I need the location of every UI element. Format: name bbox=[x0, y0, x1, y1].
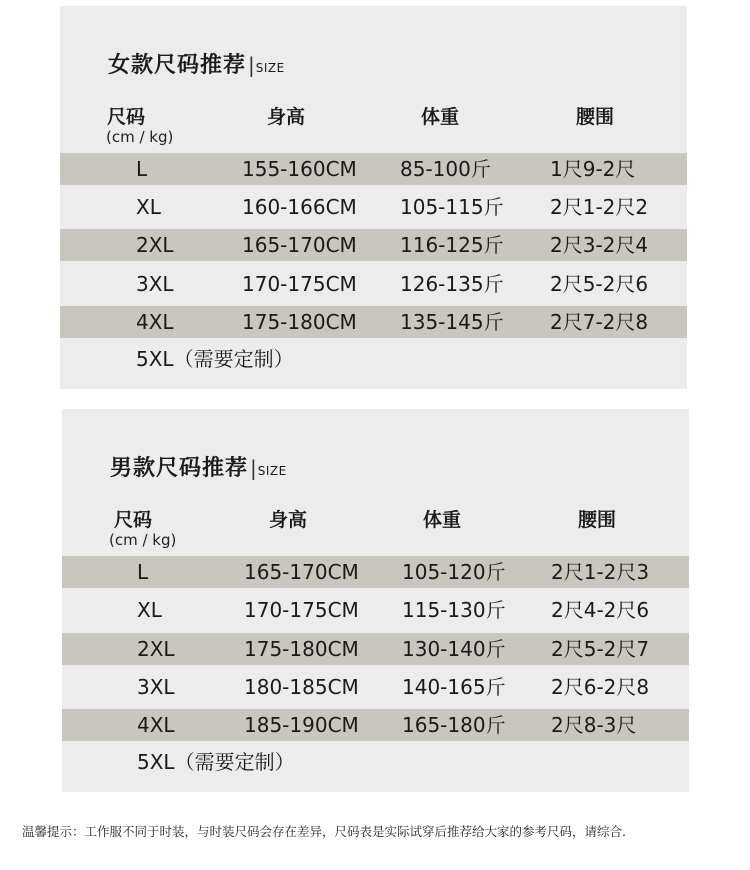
unit-label: (cm / kg) bbox=[106, 128, 174, 146]
waist-cell: 2尺3-2尺4 bbox=[550, 233, 649, 257]
size-cell: 4XL bbox=[137, 713, 175, 737]
header-weight: 体重 bbox=[423, 509, 462, 531]
size-cell: XL bbox=[137, 598, 162, 622]
size-cell: L bbox=[137, 560, 149, 584]
height-cell: 175-180CM bbox=[244, 637, 359, 661]
weight-cell: 140-165斤 bbox=[402, 675, 506, 699]
weight-cell: 126-135斤 bbox=[400, 272, 504, 296]
custom-size-note: 5XL（需要定制） bbox=[136, 347, 294, 371]
table-row bbox=[60, 191, 687, 223]
men-size-tag: SIZE bbox=[257, 464, 287, 478]
header-waist: 腰围 bbox=[576, 106, 615, 128]
waist-cell: 2尺5-2尺7 bbox=[551, 637, 650, 661]
table-row bbox=[60, 268, 687, 300]
weight-cell: 165-180斤 bbox=[402, 713, 506, 737]
waist-cell: 2尺5-2尺6 bbox=[550, 272, 649, 296]
weight-cell: 105-115斤 bbox=[400, 195, 504, 219]
table-row bbox=[62, 594, 689, 626]
waist-cell: 2尺6-2尺8 bbox=[551, 675, 650, 699]
waist-cell: 2尺7-2尺8 bbox=[550, 310, 649, 334]
header-waist: 腰围 bbox=[578, 509, 617, 531]
women-chart-title bbox=[108, 48, 285, 79]
title-separator: | bbox=[248, 53, 256, 77]
men-chart-title bbox=[110, 451, 287, 482]
waist-cell: 2尺1-2尺2 bbox=[550, 195, 649, 219]
size-cell: 3XL bbox=[136, 272, 174, 296]
waist-cell: 2尺4-2尺6 bbox=[551, 598, 650, 622]
weight-cell: 105-120斤 bbox=[402, 560, 506, 584]
height-cell: 185-190CM bbox=[244, 713, 359, 737]
height-cell: 155-160CM bbox=[242, 157, 357, 181]
height-cell: 165-170CM bbox=[244, 560, 359, 584]
weight-cell: 135-145斤 bbox=[400, 310, 504, 334]
table-row bbox=[62, 556, 689, 588]
size-cell: 3XL bbox=[137, 675, 175, 699]
height-cell: 160-166CM bbox=[242, 195, 357, 219]
table-row bbox=[60, 229, 687, 261]
custom-size-row bbox=[62, 746, 689, 778]
size-cell: 2XL bbox=[137, 637, 175, 661]
size-cell: L bbox=[136, 157, 148, 181]
table-row bbox=[62, 633, 689, 665]
custom-size-note: 5XL（需要定制） bbox=[137, 750, 295, 774]
table-row bbox=[60, 153, 687, 185]
header-height: 身高 bbox=[269, 509, 308, 531]
height-cell: 170-175CM bbox=[242, 272, 357, 296]
women-size-tag: SIZE bbox=[255, 61, 285, 75]
height-cell: 175-180CM bbox=[242, 310, 357, 334]
weight-cell: 116-125斤 bbox=[400, 233, 504, 257]
men-title-text: 男款尺码推荐 bbox=[110, 456, 249, 481]
waist-cell: 2尺8-3尺 bbox=[551, 713, 637, 737]
footer-note: 温馨提示：工作服不同于时装，与时装尺码会存在差异，尺码表是实际试穿后推荐给大家的参考尺码，请综合. bbox=[22, 824, 626, 839]
weight-cell: 115-130斤 bbox=[402, 598, 506, 622]
height-cell: 170-175CM bbox=[244, 598, 359, 622]
header-size: 尺码 bbox=[107, 106, 146, 128]
custom-size-row bbox=[60, 343, 687, 375]
title-separator: | bbox=[250, 456, 258, 480]
header-weight: 体重 bbox=[421, 106, 460, 128]
size-cell: 2XL bbox=[136, 233, 174, 257]
height-cell: 165-170CM bbox=[242, 233, 357, 257]
header-height: 身高 bbox=[267, 106, 306, 128]
weight-cell: 85-100斤 bbox=[400, 157, 491, 181]
weight-cell: 130-140斤 bbox=[402, 637, 506, 661]
men-size-chart bbox=[62, 409, 689, 792]
women-size-chart bbox=[60, 6, 687, 389]
table-row bbox=[60, 306, 687, 338]
table-row bbox=[62, 671, 689, 703]
header-size: 尺码 bbox=[114, 509, 153, 531]
size-cell: XL bbox=[136, 195, 161, 219]
table-row bbox=[62, 709, 689, 741]
waist-cell: 1尺9-2尺 bbox=[550, 157, 636, 181]
size-cell: 4XL bbox=[136, 310, 174, 334]
unit-label: (cm / kg) bbox=[109, 531, 177, 549]
women-title-text: 女款尺码推荐 bbox=[108, 53, 247, 78]
waist-cell: 2尺1-2尺3 bbox=[551, 560, 650, 584]
height-cell: 180-185CM bbox=[244, 675, 359, 699]
